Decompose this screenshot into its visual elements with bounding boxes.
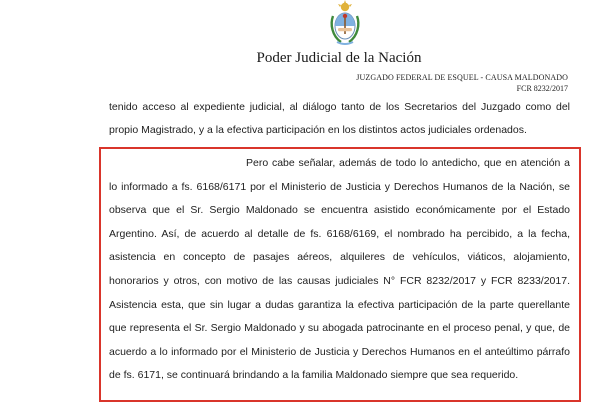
paragraph-top: tenido acceso al expediente judicial, al diálogo tanto de los Secretarios del Juzgado como del propio Magistrado, y a la efectiva participación en los distintos actos judiciales ordenados. (109, 101, 570, 136)
argentina-coat-of-arms-icon (327, 0, 363, 46)
page-title: Poder Judicial de la Nación (256, 50, 422, 66)
case-number: FCR 8232/2017 (516, 84, 568, 93)
paragraph-highlighted-text: Pero cabe señalar, además de todo lo antedicho, que en atención a lo informado a fs. 6168/6171 por el Ministerio de Justicia y Derechos Humanos de la Nación, se observa que el Sr. Sergio Maldonado se encuentra asistido económicamente por el Estado Argentino. Así, de acuerdo al detalle de fs. 6168/6169, el nombrado ha percibido, a la fecha, asistencia en concepto de pasajes aéreos, alquileres de vehículos, viáticos, alojamiento, honorarios y otros, con motivo de las causas judiciales N° FCR 8232/2017 y FCR 8233/2017. Asistencia esta, que sin lugar a dudas garantiza la efectiva participación de la parte querellante que representa el Sr. Sergio Maldonado y su abogada patrocinante en el proceso penal, y que, de acuerdo a lo informado por el Ministerio de Justicia y Derechos Humanos en el anteúltimo párrafo de fs. 6171, se continuará brindando a la familia Maldonado siempre que sea requerido. (109, 157, 570, 382)
court-name: JUZGADO FEDERAL DE ESQUEL - CAUSA MALDONADO (356, 73, 568, 82)
paragraph-highlighted (109, 152, 570, 388)
